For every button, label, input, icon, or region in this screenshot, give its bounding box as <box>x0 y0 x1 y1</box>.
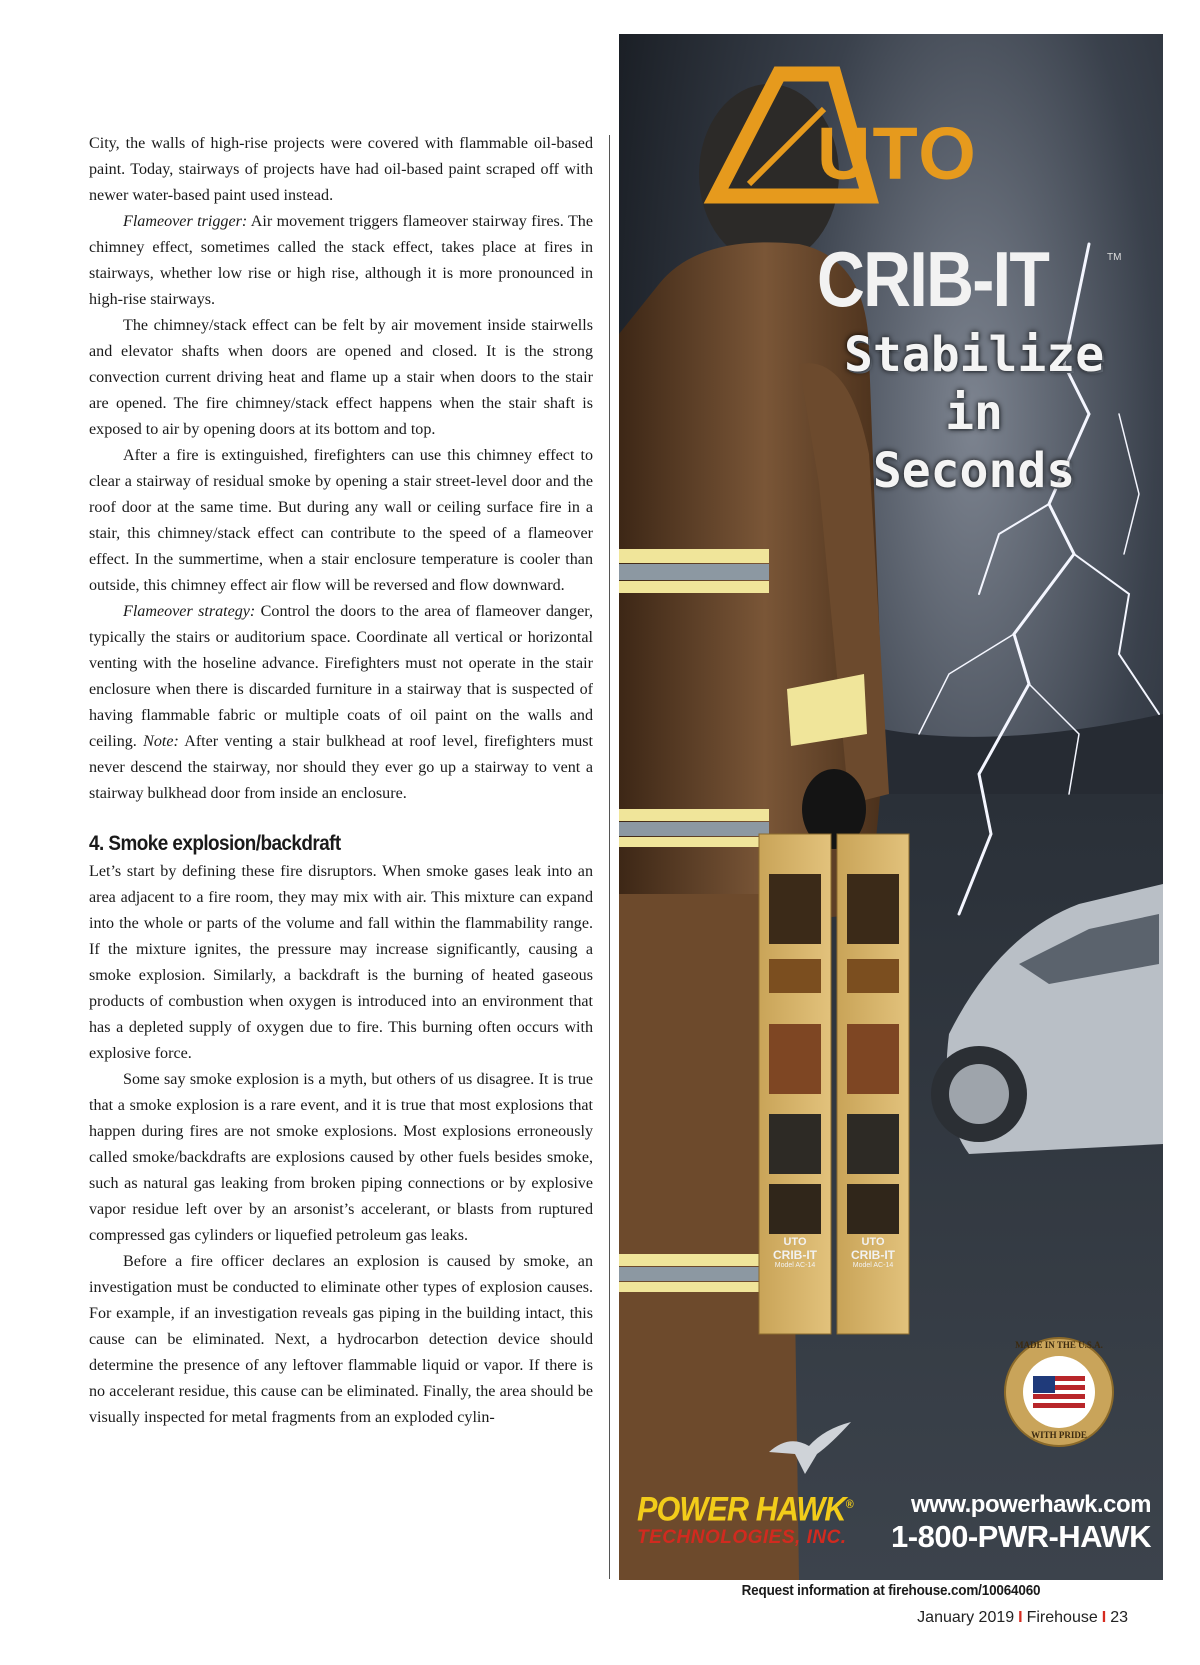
run-in-head: Flameover strategy: <box>123 603 256 620</box>
paragraph: Flameover trigger: Air movement triggers flameover stairway fires. The chimney effect, sometimes called the stack effect, takes place at fires in stairways, whether low rise or high rise, although it is more pronounced in high-rise stairways. <box>89 213 593 308</box>
tagline: Stabilize in Seconds <box>844 327 1105 499</box>
contact-block <box>889 1490 1151 1554</box>
paragraph: Before a fire officer declares an explosion is caused by smoke, an investigation must be conducted to eliminate other types of explosion causes. For example, if an investigation reveals gas piping in the building intact, this cause can be eliminated. Next, a hydrocarbon detection device should determine the presence of any leftover flammable liquid or vapor. If there is no accelerant residue, this cause can be eliminated. Finally, the area should be visually inspected for metal fragments from an exploded cylin- <box>89 1253 593 1426</box>
advertisement[interactable] <box>619 34 1163 1580</box>
power-hawk-logo: POWER HAWK® TECHNOLOGIES, INC. <box>637 1490 853 1549</box>
issue-date: January 2019 <box>917 1609 1015 1626</box>
device-label-left: UTO CRIB-IT Model AC-14 <box>773 1236 817 1269</box>
paragraph: Flameover strategy: Control the doors to the area of flameover danger, typically the stairs or auditorium space. Coordinate all vertical or horizontal venting with the hoseline advance. Firefighters must not operate in the stair enclosure when there is discarded furniture in a stairway that is suspected of having flammable fabric or multiple coats of oil paint on the walls and ceiling. Note: After venting a stair bulkhead at roof level, firefighters must never descend the stairway, nor should they ever go up a stairway to vent a stairway bulkhead door from inside an enclosure. <box>89 603 593 802</box>
made-in-usa-seal: MADE IN THE U.S.A. WITH PRIDE <box>1003 1336 1115 1448</box>
paragraph: Some say smoke explosion is a myth, but others of us disagree. It is true that a smoke explosion is a rare event, and it is true that most explosions that happen during fires are not smoke explosions. Most explosions erroneously called smoke/backdrafts are explosions caused by other fuels besides smoke, such as natural gas leaking from broken piping connections or by explosive vapor residue left over by an arsonist’s accelerant, or blasts from ruptured compressed gas cylinders or liquefied petroleum gas leaks. <box>89 1071 593 1244</box>
paragraph: City, the walls of high-rise projects were covered with flammable oil-based paint. Today, stairways of projects have had oil-based paint scraped off with newer water-based paint used instead. <box>89 135 593 204</box>
column-divider <box>609 135 610 1579</box>
section-heading: 4. Smoke explosion/backdraft <box>89 832 341 855</box>
run-in-head: Flameover trigger: <box>123 213 248 230</box>
paragraph: After a fire is extinguished, firefighters can use this chimney effect to clear a stairway of residual smoke by opening a stair street-level door and the roof door at the same time. But during any wall or ceiling surface fire in a stair, this chimney/stack effect can contribute to the speed of a flameover effect. In the summertime, when a stair enclosure temperature is cooler than outside, this chimney effect air flow will be reversed and flow downward. <box>89 447 593 594</box>
trademark: TM <box>1107 252 1122 263</box>
article-column <box>89 131 593 1431</box>
page-number: 23 <box>1110 1609 1128 1626</box>
brand-auto: UTO <box>817 112 978 195</box>
paragraph: Let’s start by defining these fire disruptors. When smoke gases leak into an area adjacent to a fire room, they may mix with air. This mixture can expand into the whole or parts of the volume and fall within the flammability range. If the mixture ignites, the pressure may increase significantly, causing a smoke explosion. Similarly, a backdraft is the burning of heated gaseous products of combustion when oxygen is introduced into an environment that has a depleted supply of oxygen due to fire. This burning often occurs with explosive force. <box>89 863 593 1062</box>
phone-number[interactable]: 1-800-PWR-HAWK <box>891 1519 1151 1554</box>
device-label-right: UTO CRIB-IT Model AC-14 <box>851 1236 895 1269</box>
magazine-name: Firehouse <box>1026 1609 1098 1626</box>
paragraph: The chimney/stack effect can be felt by air movement inside stairwells and elevator shafts when doors are opened and closed. It is the strong convection current driving heat and flame up a stair when doors to the stair are opened. The fire chimney/stack effect happens when the stair shaft is exposed to air by opening doors at its bottom and top. <box>89 317 593 438</box>
website-link[interactable]: www.powerhawk.com <box>911 1491 1151 1518</box>
brand-crib-it: CRIB-IT <box>817 235 1049 323</box>
note-label: Note: <box>143 733 179 750</box>
reader-request-line[interactable]: Request information at firehouse.com/10064060 <box>741 1582 1041 1599</box>
page-footer: January 2019 I Firehouse I 23 <box>917 1609 1128 1626</box>
